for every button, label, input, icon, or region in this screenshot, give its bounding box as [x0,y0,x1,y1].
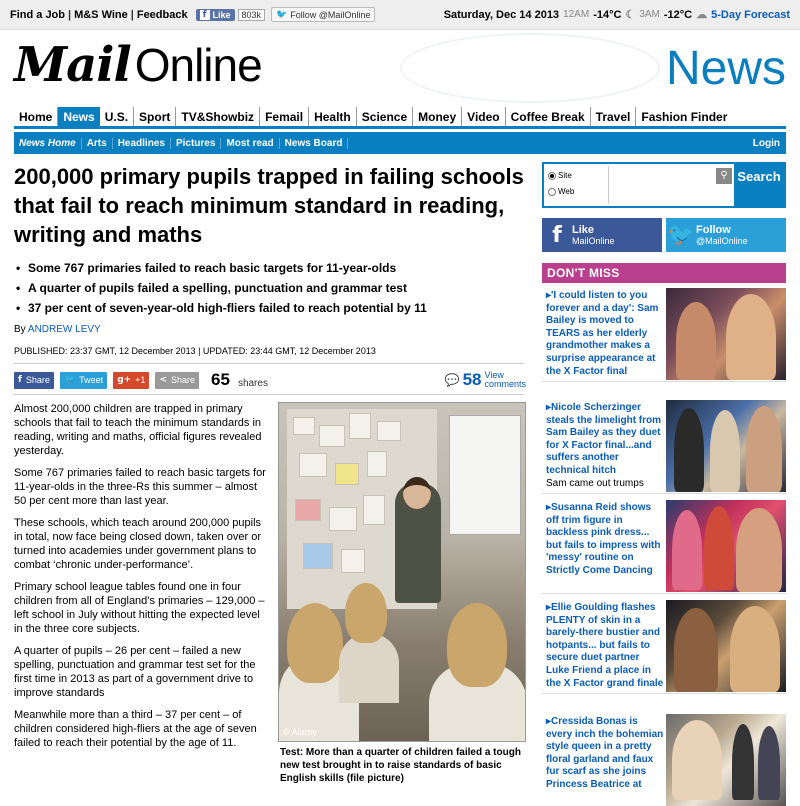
nav-u-s[interactable]: U.S. [100,107,134,126]
article-paragraph: Some 767 primaries failed to reach basic targets for 11-year-olds in the three-Rs this summer – almost 50 per cent more than last year. [14,467,266,507]
weather-time-1: 12AM [563,9,590,20]
tw-follow-label: Follow [696,223,731,236]
photo-detail [672,510,702,590]
summary-bullet: • 37 per cent of seven-year-old high-fliers failed to reach potential by 11 [14,298,524,318]
facebook-icon: f [18,375,22,385]
share-bar [14,368,526,392]
dont-miss-item[interactable] [542,712,786,798]
publish-date: PUBLISHED: 23:37 GMT, 12 December 2013 | UPDATED: 23:44 GMT, 12 December 2013 [14,346,376,356]
photo-detail [672,720,722,800]
utility-links [10,9,188,21]
radio-icon [548,172,556,180]
dont-miss-item[interactable] [542,286,786,382]
photo-detail [367,451,387,477]
view-comments-link[interactable] [445,370,526,390]
logo-mail: Mail [14,37,131,93]
dont-miss-headline: Susanna Reid shows off trim figure in backless pink dress... but fails to impress with 'messy' routine on Strictly Come Dancing [546,502,661,576]
nav-money[interactable]: Money [413,107,462,126]
dont-miss-headline: Ellie Goulding flashes PLENTY of skin in a barely-there bustier and hotpants... but fails to secure duet partner Luke Friend a place in the X Factor grand finale [546,602,664,689]
photo-detail [674,608,718,692]
photo-detail [758,726,780,800]
photo-detail [295,499,321,521]
dont-miss-header: DON'T MISS [542,263,786,283]
article-paragraph: These schools, which teach around 200,000 pupils in total, now face being closed down, taken over or turned into academies under government plans to combat ‘chronic under-performance’. [14,517,262,571]
twitter-tweet-button[interactable]: 🐦 Tweet [60,372,107,389]
separator: | [130,8,134,21]
article-paragraph: Primary school league tables found one in four children from all of England’s primaries – 129,000 – left school in July without hitting the expected level in the three core subjects. [14,581,265,635]
weather-time-2: 3AM [639,9,660,20]
nav-sport[interactable]: Sport [134,107,176,126]
photo-pupil-hair [447,603,507,687]
summary-bullet: • Some 767 primaries failed to reach basic targets for 11-year-olds [14,258,524,278]
google-plus-button[interactable]: g+ +1 [113,372,149,389]
login-link[interactable]: Login [752,137,780,149]
separator: | [68,8,72,21]
feedback-link[interactable]: Feedback [136,8,188,21]
photo-detail [726,294,776,380]
article-paragraph: A quarter of pupils – 26 per cent – failed a new spelling, punctuation and grammar test set for the first time in 2013 as part of a government drive to improve standards [14,645,256,699]
arrow-icon: ▸ [546,602,552,613]
weather-temp-1: -14°C [593,8,622,21]
article-paragraph: Almost 200,000 children are trapped in primary schools that fail to teach the minimum standards in reading, writing and maths, official figures revealed yesterday. [14,403,262,457]
author-link[interactable]: ANDREW LEVY [27,324,101,335]
photo-detail [293,417,315,435]
dont-miss-headline: Nicole Scherzinger steals the limelight from Sam Bailey as they duet for X Factor final...and suffers another technical hitch [546,402,662,476]
cloud-icon: ☁ [696,9,708,21]
facebook-icon: f [552,222,562,248]
photo-caption: Test: More than a quarter of children failed a tough new test brought in to raise standards of basic English skills (file picture) [280,747,521,784]
nav-tv-showbiz[interactable]: TV&Showbiz [176,107,260,126]
facebook-icon: f [200,10,210,20]
search-button[interactable]: Search [734,164,784,206]
dont-miss-item[interactable] [542,598,786,694]
dont-miss-item[interactable] [542,498,786,594]
mailonline-logo[interactable] [14,37,262,93]
secondary-nav [14,132,786,154]
comment-bubble-icon: 💬 [444,373,460,387]
divider [14,394,524,395]
dont-miss-headline: Cressida Bonas is every inch the bohemian style queen in a pretty floral garland and faux fur scarf as she joins Princess Beatrice at [546,716,664,790]
photo-pupil-hair [345,583,387,643]
search-input[interactable] [608,166,712,204]
dont-miss-headline: 'I could listen to you forever and a day': Sam Bailey is moved to TEARS as her elderly grandmother makes a surprise appearance at the X Factor final [546,290,659,377]
article-summary-bullets [14,258,524,318]
photo-detail [674,408,704,492]
twitter-bird-icon: 🐦 [276,9,288,19]
photo-detail [746,406,782,492]
nav-arts[interactable]: Arts [82,138,113,149]
comment-label: View comments [484,370,526,389]
nav-most-read[interactable]: Most read [221,138,279,149]
photo-detail [676,302,716,380]
logo-online: Online [134,39,262,91]
section-title: News [665,42,786,95]
facebook-share-button[interactable]: f Share [14,372,54,389]
photo-detail [319,425,345,447]
photo-detail [732,724,754,800]
share-count: 65 [211,370,230,389]
five-day-forecast-link[interactable]: 5-Day Forecast [711,8,790,21]
twitter-bird-icon: 🐦 [63,375,76,385]
divider [14,363,524,364]
nav-science[interactable]: Science [357,107,413,126]
tw-follow-sub: @MailOnline [696,235,748,246]
photo-detail [730,606,780,692]
masthead-decoration [400,33,660,103]
photo-teacher-head [403,477,431,509]
moon-icon: ☾ [625,9,636,21]
facebook-like-mailonline[interactable] [542,218,662,252]
photo-detail [349,413,371,439]
current-date: Saturday, Dec 14 2013 [443,8,560,21]
article-headline: 200,000 primary pupils trapped in failing schools that fail to reach minimum standard in reading, writing and maths [14,164,524,247]
generic-share-button[interactable]: < Share [155,372,199,389]
photo-credit: © Alamy [283,727,317,737]
search-box [542,162,786,208]
social-follow [542,218,786,252]
fb-like-sub: MailOnline [572,235,615,246]
primary-nav [14,107,786,129]
nav-home[interactable]: Home [14,107,58,126]
nav-news[interactable]: News [58,107,99,126]
byline [14,324,101,335]
comment-count: 58 [462,370,482,389]
google-plus-icon: g+ [117,375,132,385]
photo-detail [377,421,401,441]
radio-icon [548,188,556,196]
nav-news-home[interactable]: News Home [14,138,82,149]
weather-temp-2: -12°C [663,8,693,21]
arrow-icon: ▸ [546,502,552,513]
search-scope-web[interactable]: Web [548,184,574,200]
nav-health[interactable]: Health [309,107,357,126]
dont-miss-thumbnail[interactable] [666,288,786,380]
nav-travel[interactable]: Travel [591,107,637,126]
summary-bullet: • A quarter of pupils failed a spelling, punctuation and grammar test [14,278,524,298]
find-a-job-link[interactable]: Find a Job [10,8,65,21]
nav-news-board[interactable]: News Board [280,138,349,149]
article-paragraph: Meanwhile more than a third – 37 per cent – of children considered high-fliers at the age of seven failed to reach their potential by the age of 11. [14,709,257,749]
nav-pictures[interactable]: Pictures [171,138,221,149]
search-scope [548,168,574,200]
article-body [14,402,270,758]
nav-coffee-break[interactable]: Coffee Break [506,107,591,126]
photo-detail [303,543,333,569]
twitter-follow-button[interactable]: 🐦 Follow @MailOnline [271,7,375,22]
share-icon: < [159,375,167,385]
dont-miss-thumbnail[interactable] [666,600,786,692]
top-utility-bar [0,0,800,30]
fb-like-label: Like [572,223,595,236]
twitter-bird-icon: 🐦 [667,222,695,248]
arrow-icon: ▸ [546,402,552,413]
search-scope-site[interactable]: Site [548,168,574,184]
arrow-icon: ▸ [546,290,552,301]
byline-prefix: By [14,324,26,335]
masthead [0,31,800,103]
nav-video[interactable]: Video [462,107,505,126]
dont-miss-item[interactable] [542,398,786,494]
photo-whiteboard [449,415,521,535]
ms-wine-link[interactable]: M&S Wine [74,8,128,21]
weather-bar [444,8,790,21]
share-count-label: shares [237,377,268,389]
twitter-follow-mailonline[interactable] [666,218,786,252]
photo-pupil-hair [287,603,343,683]
dont-miss-thumbnail[interactable] [666,400,786,492]
nav-femail[interactable]: Femail [260,107,309,126]
photo-pupil [339,633,399,703]
dont-miss-thumbnail[interactable] [666,500,786,592]
article-photo[interactable] [278,402,526,742]
search-icon[interactable]: ⚲ [716,168,732,184]
dont-miss-thumbnail[interactable] [666,714,786,806]
facebook-like-count: 803k [238,9,266,21]
nav-headlines[interactable]: Headlines [113,138,171,149]
dont-miss-tail: Sam came out trumps [546,477,644,489]
photo-detail [704,506,734,590]
photo-detail [736,508,782,592]
arrow-icon: ▸ [546,716,552,727]
photo-detail [329,507,357,531]
facebook-like-button[interactable]: f Like [196,9,235,21]
photo-detail [363,495,385,525]
photo-detail [710,410,740,492]
photo-detail [335,463,359,485]
photo-detail [299,453,327,477]
nav-fashion-finder[interactable]: Fashion Finder [641,110,728,124]
photo-detail [341,549,365,573]
